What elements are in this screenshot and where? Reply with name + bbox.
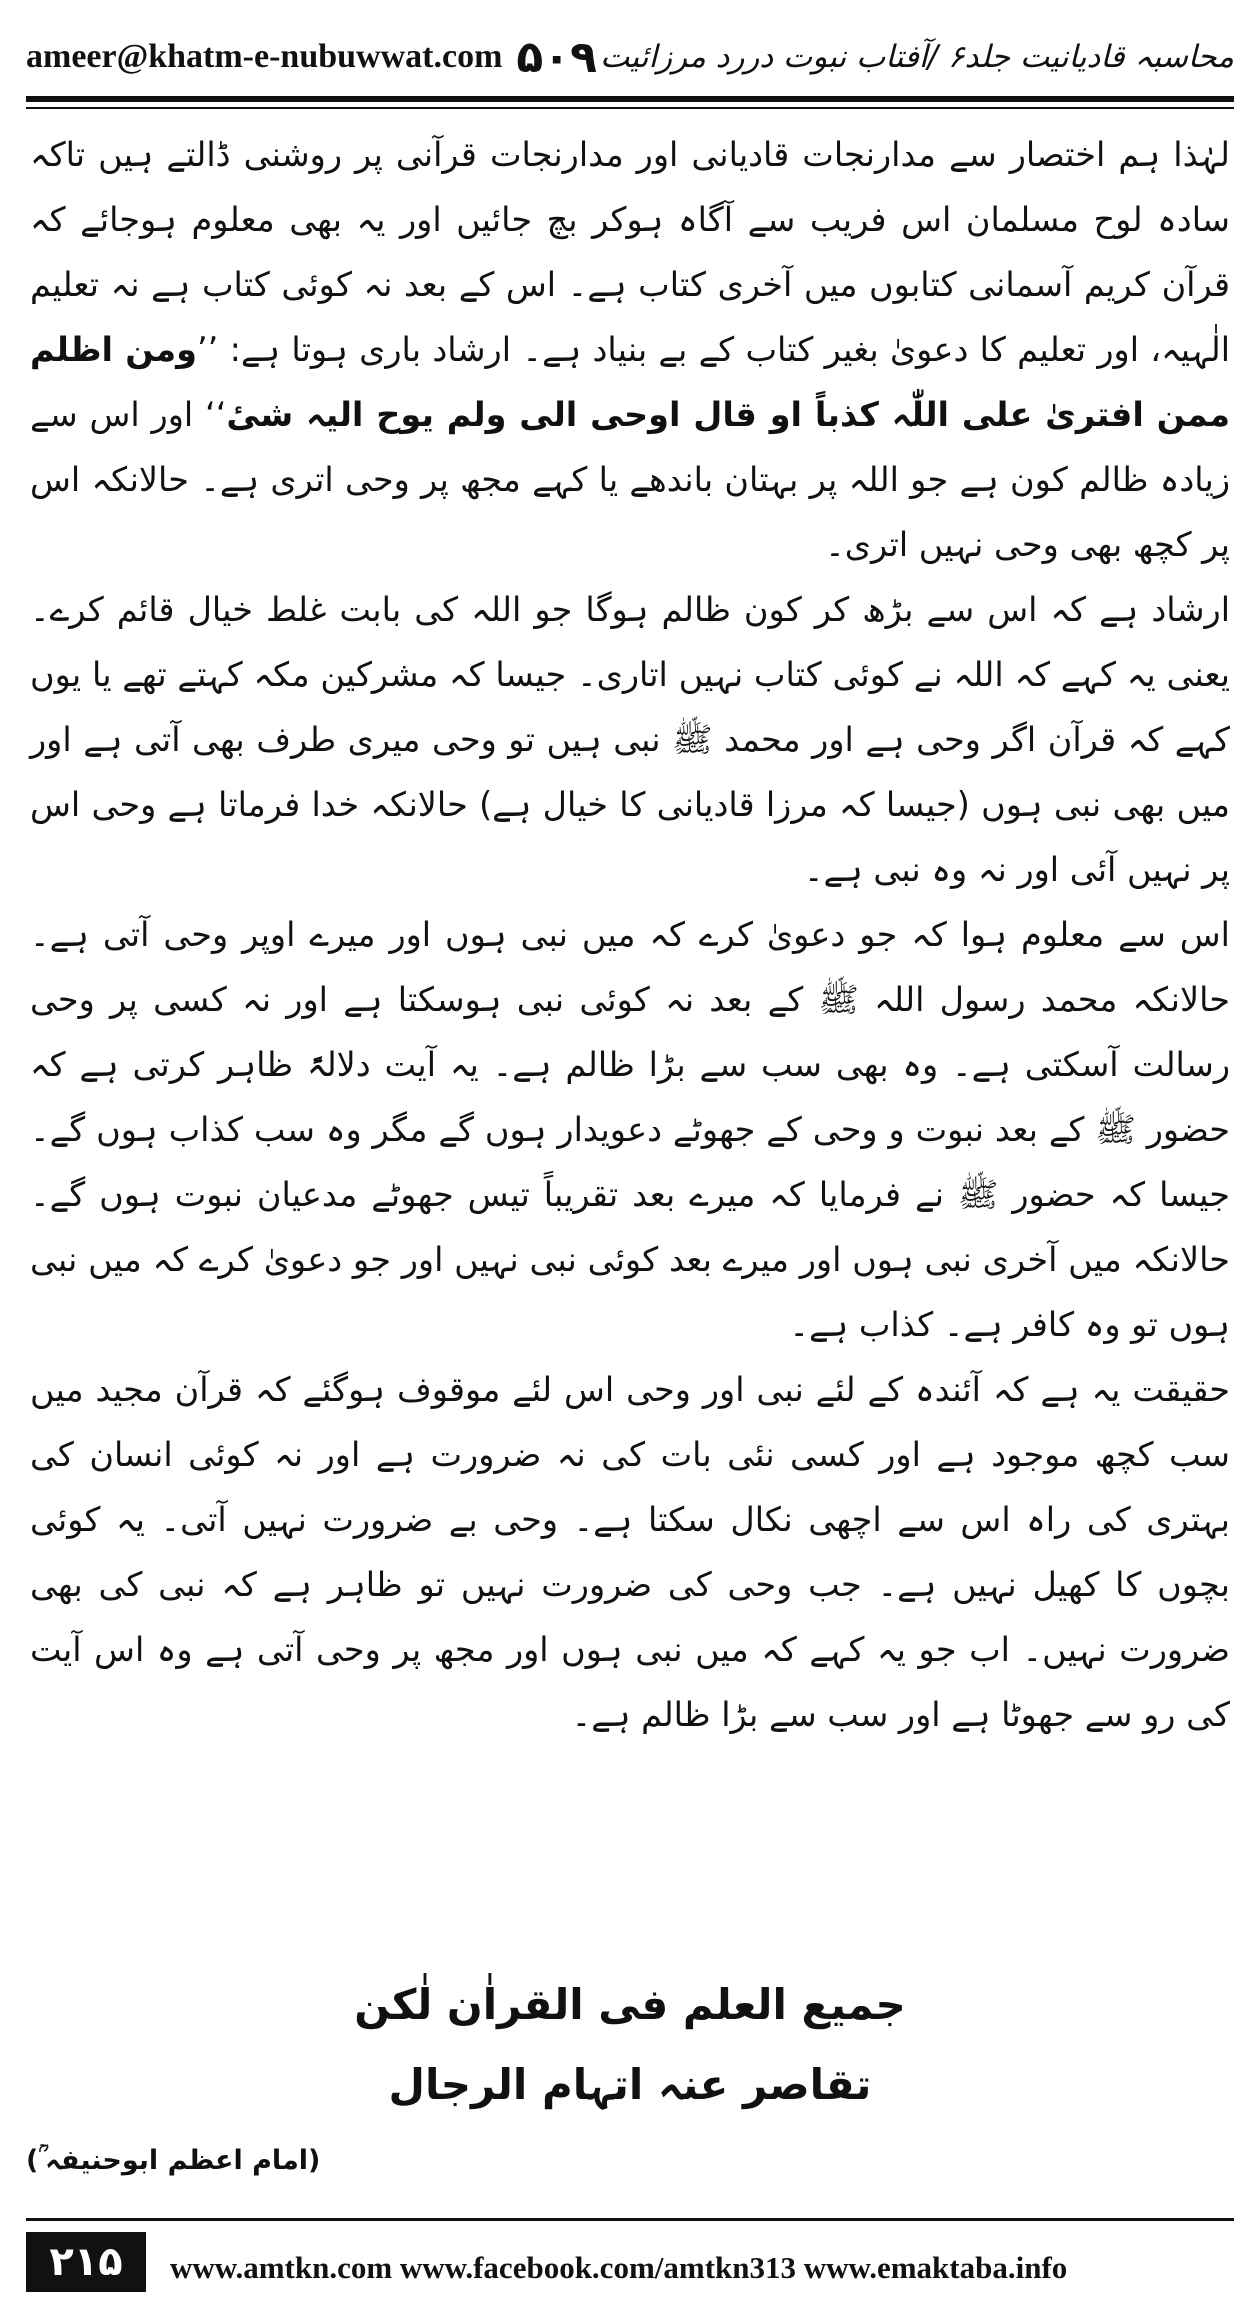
header-page-number: ۵۰۹ [516, 31, 597, 83]
footer-page-number: ۲۱۵ [26, 2232, 146, 2292]
header-title: محاسبہ قادیانیت جلد۶ /آفتاب نبوت دررد مرزائیت [600, 39, 1234, 75]
footer-links: www.amtkn.com www.facebook.com/amtkn313 www.emaktaba.info [170, 2250, 1068, 2285]
paragraph-3: اس سے معلوم ہوا کہ جو دعویٰ کرے کہ میں نبی ہوں اور میرے اوپر وحی آتی ہے۔ حالانکہ محمد رسول اللہ ﷺ کے بعد نہ کوئی نبی ہوسکتا ہے اور نہ کسی پر وحی رسالت آسکتی ہے۔ وہ بھی سب سے بڑا ظالم ہے۔ یہ آیت دلالۃً ظاہر کرتی ہے کہ حضور ﷺ کے بعد نبوت و وحی کے جھوٹے دعویدار ہوں گے مگر وہ سب کذاب ہوں گے۔ جیسا کہ حضور ﷺ نے فرمایا کہ میرے بعد تقریباً تیس جھوٹے مدعیان نبوت ہوں گے۔ حالانکہ میں آخری نبی ہوں اور میرے بعد کوئی نبی نہیں اور جو دعویٰ کرے کہ میں نبی ہوں تو وہ کافر ہے۔ کذاب ہے۔ [30, 915, 1230, 1344]
quranic-verse-quote: ومن اظلم ممن افتریٰ علی اللّٰہ کذباً او قال اوحی الی ولم یوح الیہ شیٔ [30, 330, 1230, 434]
verse-line-1: جمیع العلم فی القراٰن لٰکن [354, 1980, 906, 2029]
footer-rule [26, 2218, 1234, 2221]
header-left [26, 32, 597, 83]
header-email: ameer@khatm-e-nubuwwat.com [26, 38, 503, 75]
paragraph-2: ارشاد ہے کہ اس سے بڑھ کر کون ظالم ہوگا جو اللہ کی بابت غلط خیال قائم کرے۔ یعنی یہ کہے کہ اللہ نے کوئی کتاب نہیں اتاری۔ جیسا کہ مشرکین مکہ کہتے تھے یا یوں کہے کہ قرآن اگر وحی ہے اور محمد ﷺ نبی ہیں تو وحی میری طرف بھی آتی ہے اور میں بھی نبی ہوں (جیسا کہ مرزا قادیانی کا خیال ہے) حالانکہ خدا فرماتا ہے وحی اس پر نہیں آئی اور نہ وہ نبی ہے۔ [30, 590, 1230, 889]
page-footer [26, 2226, 1234, 2292]
verse-attribution: (امام اعظم ابوحنیفہ ؒ) [26, 2145, 321, 2176]
paragraph-1-intro: لہٰذا ہم اختصار سے مدارنجات قادیانی اور مدارنجات قرآنی پر روشنی ڈالتے ہیں تاکہ سادہ لوح مسلمان اس فریب سے آگاہ ہوکر بچ جائیں اور یہ بھی معلوم ہوجائے کہ قرآن کریم آسمانی کتابوں میں آخری کتاب ہے۔ اس کے بعد نہ کوئی کتاب ہے نہ تعلیم الٰہیہ، اور تعلیم کا دعویٰ بغیر کتاب کے بے بنیاد ہے۔ ارشاد باری ہوتا ہے: ’’ [30, 135, 1230, 369]
verse-line-2: تقاصر عنہ اتہام الرجال [388, 2060, 872, 2109]
body-text [30, 122, 1230, 1747]
paragraph-1 [30, 122, 1230, 577]
header-rule-thin [26, 107, 1234, 109]
header-rule-thick [26, 96, 1234, 102]
paragraph-4: حقیقت یہ ہے کہ آئندہ کے لئے نبی اور وحی اس لئے موقوف ہوگئے کہ قرآن مجید میں سب کچھ موجود ہے اور کسی نئی بات کی نہ ضرورت ہے اور نہ کوئی انسان کی بہتری کی راہ اس سے اچھی نکال سکتا ہے۔ وحی بے ضرورت نہیں آتی۔ یہ کوئی بچوں کا کھیل نہیں ہے۔ جب وحی کی ضرورت نہیں تو ظاہر ہے کہ نبی کی بھی ضرورت نہیں۔ اب جو یہ کہے کہ میں نبی ہوں اور مجھ پر وحی آتی ہے وہ اس آیت کی رو سے جھوٹا ہے اور سب سے بڑا ظالم ہے۔ [30, 1370, 1230, 1734]
page-header [26, 22, 1234, 92]
paragraph-1-translation: ‘‘ اور اس سے زیادہ ظالم کون ہے جو اللہ پر بہتان باندھے یا کہے مجھ پر وحی اتری ہے۔ حالانکہ اس پر کچھ بھی وحی نہیں اتری۔ [30, 395, 1230, 564]
